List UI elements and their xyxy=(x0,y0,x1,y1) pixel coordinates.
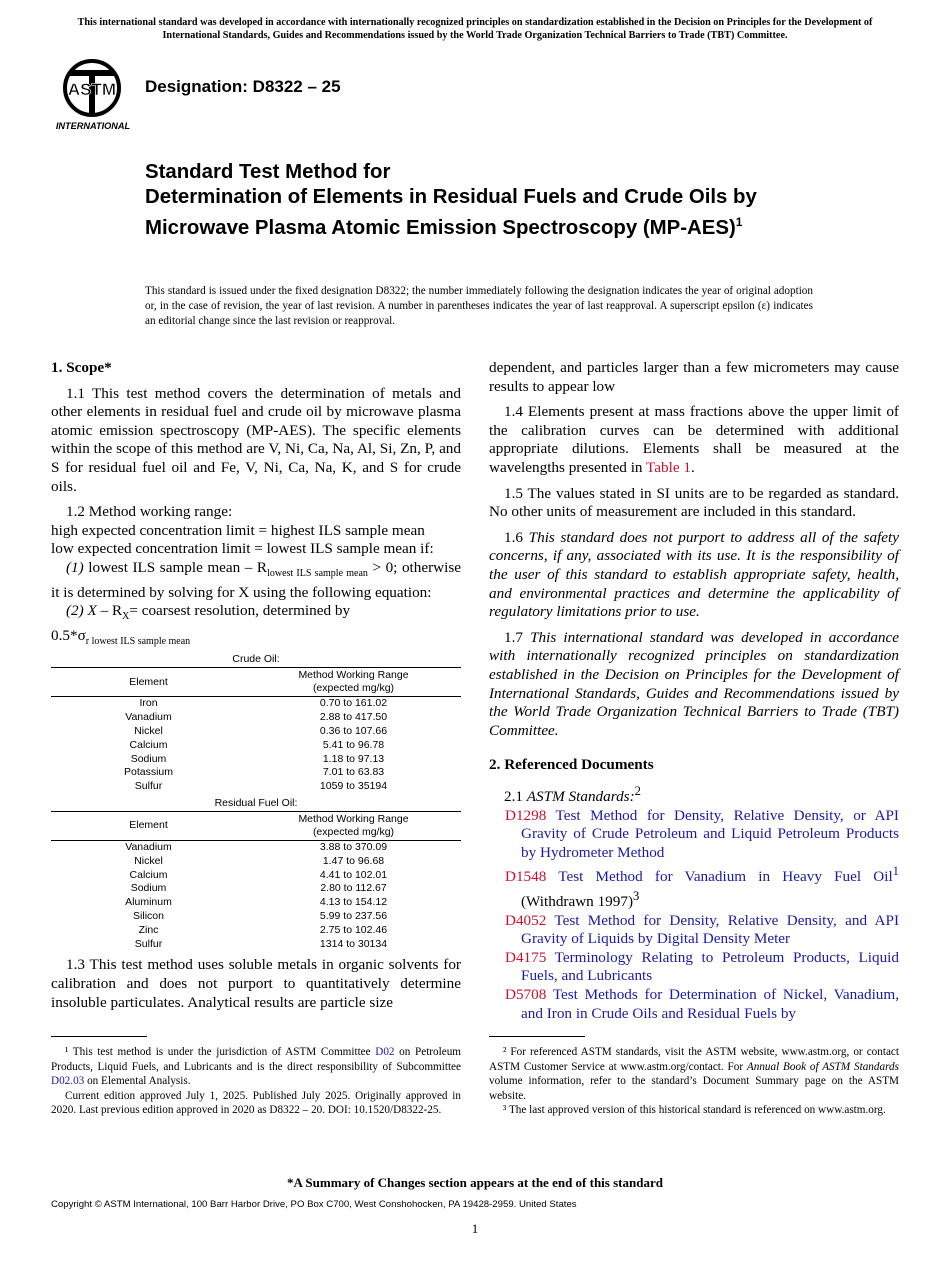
footnotes-right xyxy=(489,1045,899,1118)
range-high: high expected concentration limit = highest ILS sample mean xyxy=(51,521,425,539)
footnote-3: ³ The last approved version of this historical standard is referenced on www.astm.org. xyxy=(503,1104,886,1117)
title-line2: Determination of Elements in Residual Fuels and Crude Oils by Microwave Plasma Atomic Emission Spectroscopy $(MP-AES)^1$ xyxy=(145,186,757,239)
range-low: low expected concentration limit = lowest ILS sample mean if: xyxy=(51,540,434,558)
para-1-7: 1.7 This international standard was developed in accordance with internationally recognized principles on standardization established in the Decision on Principles for the Development of International Standards, Guides and Recommendations issued by the World Trade Organization Technical Barriers to Trade (TBT) Committee. xyxy=(489,628,900,739)
referenced-heading: 2. Referenced Documents xyxy=(489,756,654,774)
d02-link[interactable]: D02 xyxy=(375,1046,395,1058)
table-row: Calcium 5.41 to 96.78 xyxy=(129,738,385,751)
logo-subtext: INTERNATIONAL xyxy=(55,121,131,131)
footnotes-left xyxy=(51,1045,461,1118)
table-row: Sulfur 1314 to 30134 xyxy=(134,937,388,950)
table-row: Aluminum 4.13 to 154.12 xyxy=(125,896,388,909)
table-row: Silicon 5.99 to 237.56 xyxy=(133,909,388,922)
table-row: Nickel 1.47 to 96.68 xyxy=(134,854,385,867)
crude-col-element: Element xyxy=(51,668,246,697)
residual-fuel-table xyxy=(51,811,461,952)
table-row: Iron 0.70 to 161.02 xyxy=(139,697,388,710)
table-1-link[interactable]: Table 1 xyxy=(646,458,691,476)
equation-1: (1) lowest ILS sample mean – $R_{lowest ILS sample mean} > 0$; otherwise it is determined by solving for X using the following equation: xyxy=(51,558,461,601)
table-row: Nickel 0.36 to 107.66 xyxy=(134,725,388,737)
designation: Designation: D8322 – 25 xyxy=(145,77,341,96)
table-row: Sulfur 1059 to 35194 xyxy=(134,780,388,793)
para-1-3: 1.3 This test method uses soluble metals in organic solvents for calibration and does not purport to quantitatively determine insoluble particulates. Analytical results are particle size xyxy=(51,956,461,1011)
page-number: 1 xyxy=(471,1221,479,1236)
footnote-1: ¹ This test method is under the jurisdiction of ASTM Committee D02 on Petroleum Products, Liquid Fuels, and Lubricants and is the direct responsibility of Subcommittee D02.03 on Elemental Analysis. xyxy=(51,1046,461,1088)
table-row: Vanadium 2.88 to 417.50 xyxy=(125,711,388,724)
residual-col-range: Method Working Range (expected mg/kg) xyxy=(246,811,461,840)
astm-logo-icon xyxy=(52,56,134,132)
copyright: Copyright © ASTM International, 100 Barr Harbor Drive, PO Box C700, West Conshohocken, PA 19428-2959. United States xyxy=(51,1199,577,1210)
para-1-6: 1.6 This standard does not purport to address all of the safety concerns, if any, associated with its use. It is the responsibility of the user of this standard to establish appropriate safety, health, and environmental practices and determine the applicability of regulatory limitations prior to use. xyxy=(489,528,900,621)
table-row: Sodium 1.18 to 97.13 xyxy=(130,752,385,765)
left-column xyxy=(51,359,461,1012)
footnote-rule-left xyxy=(51,1036,147,1037)
header-note: This international standard was developed in accordance with internationally recognized principles on standardization established in the Decision on Principles for the Development of International Standards, Guides and Recommendations issued by the World Trade Organization Technical Barriers to Trade (TBT) Committee. xyxy=(77,17,873,41)
table-row: Sodium 2.80 to 112.67 xyxy=(130,882,387,895)
table-row: Vanadium 3.88 to 370.09 xyxy=(125,840,388,853)
crude-oil-table xyxy=(51,667,461,795)
para-1-2: 1.2 Method working range: xyxy=(66,503,233,521)
astm-standards-subheading: 2.1 ASTM Standards:$^2$ xyxy=(504,783,641,805)
footnote-1-edition: Current edition approved July 1, 2025. Published July 2025. Originally approved in 2020. Last previous edition approved in 2020 as D8322 – 20. DOI: 10.1520/D8322-25. xyxy=(51,1089,461,1117)
para-1-1: 1.1 This test method covers the determination of metals and other elements in residual fuel and crude oil by microwave plasma atomic emission spectroscopy (MP-AES). The specific elements within the scope of this method are V, Ni, Ca, Na, Al, Si, Zn, P, and S for residual fuel oil and Fe, V, Ni, Ca, Na, K, and S for crude oils. xyxy=(51,384,461,495)
scope-heading: 1. Scope* xyxy=(51,359,112,376)
title-line1: Standard Test Method for xyxy=(145,161,391,183)
para-1-5: 1.5 The values stated in SI units are to be regarded as standard. No other units of measurement are included in this standard. xyxy=(489,484,899,521)
para-1-3-cont: dependent, and particles larger than a few micrometers may cause results to appear low xyxy=(489,359,899,395)
table-row: Potassium 7.01 to 63.83 xyxy=(123,766,385,779)
right-column xyxy=(489,359,899,1023)
reference-item[interactable]: D5708 Test Methods for Determination of Nickel, Vanadium, and Iron in Crude Oils and Residual Fuels by xyxy=(505,986,899,1022)
residual-table-caption: Residual Fuel Oil: xyxy=(214,796,298,809)
reference-item[interactable]: D4175 Terminology Relating to Petroleum Products, Liquid Fuels, and Lubricants xyxy=(505,948,899,985)
summary-note: *A Summary of Changes section appears at the end of this standard xyxy=(287,1175,663,1190)
table-row: Zinc 2.75 to 102.46 xyxy=(138,923,388,936)
astm-logo xyxy=(52,56,134,132)
crude-col-range: Method Working Range (expected mg/kg) xyxy=(246,668,461,697)
reference-item[interactable]: D4052 Test Method for Density, Relative Density, and API Gravity of Liquids by Digital Density Meter xyxy=(505,911,899,948)
residual-col-element: Element xyxy=(51,811,246,840)
crude-table-caption: Crude Oil: xyxy=(232,653,280,666)
reference-item[interactable]: D1298 Test Method for Density, Relative Density, or API Gravity of Crude Petroleum and Liquid Petroleum Products by Hydrometer Method xyxy=(505,806,899,861)
footnote-2: ² For referenced ASTM standards, visit the ASTM website, www.astm.org, or contact ASTM Customer Service at www.astm.org/contact. For Annual Book of ASTM Standards volume information, refer to the standard’s Document Summary page on the ASTM website. xyxy=(489,1046,899,1102)
d02-03-link[interactable]: D02.03 xyxy=(51,1075,85,1088)
para-1-4: 1.4 Elements present at mass fractions above the upper limit of the calibration curves can be determined with additional appropriate dilutions. Elements shall be measured at the wavelengths presented in Table 1. xyxy=(489,403,899,476)
equation-2-cont: $0.5*\sigma_{r lowest ILS sample mean}$ xyxy=(51,626,191,647)
title-footnote-mark: 1 xyxy=(735,215,743,229)
document-title xyxy=(145,160,835,241)
table-row: Calcium 4.41 to 102.01 xyxy=(129,868,388,881)
reference-item[interactable]: D1548 Test Method for Vanadium in Heavy Fuel Oil$^1$ (Withdrawn 1997)$^3$ xyxy=(505,864,899,911)
footnote-rule-right xyxy=(489,1036,585,1037)
reference-list xyxy=(489,807,899,1024)
equation-2: (2) $X - R_X=$ coarsest resolution, determined by xyxy=(66,602,351,623)
issue-note: This standard is issued under the fixed designation D8322; the number immediately following the designation indicates the year of original adoption or, in the case of revision, the year of last revision. A number in parentheses indicates the year of last reapproval. A superscript epsilon (ε) indicates an editorial change since the last revision or reapproval. xyxy=(145,285,813,327)
logo-text: ASTM xyxy=(67,80,117,99)
